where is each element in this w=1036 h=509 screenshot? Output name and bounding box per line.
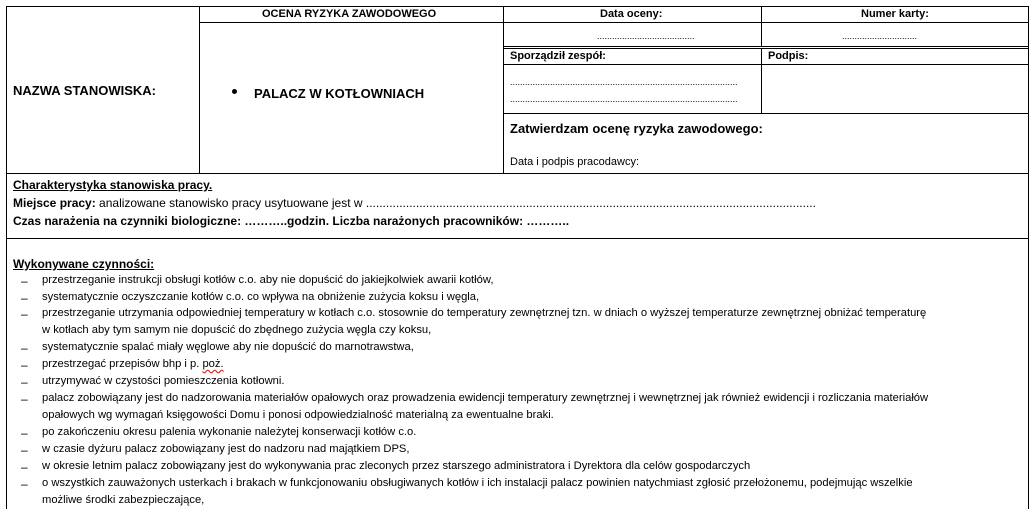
zespol-label: Sporządził zespół: [510, 50, 606, 62]
ocena-title: OCENA RYZYKA ZAWODOWEGO [262, 8, 437, 20]
list-bullet-dash: – [21, 358, 28, 372]
czynnosci-title: Wykonywane czynności: [13, 257, 155, 271]
divider-date-row-b [503, 48, 1029, 49]
list-bullet-dash: – [21, 307, 28, 321]
list-item: po zakończeniu okresu palenia wykonanie należytej konserwacji kotłów c.o. [42, 426, 417, 438]
list-item [42, 359, 224, 370]
list-item: w czasie dyżuru palacz zobowiązany jest do nadzoru nad majątkiem DPS, [42, 443, 410, 455]
list-bullet-dash: – [21, 291, 28, 305]
list-item: utrzymywać w czystości pomieszczenia kotłowni. [42, 375, 285, 387]
data-oceny-value[interactable]: ....................................... [597, 31, 695, 41]
charakterystyka-title: Charakterystyka stanowiska pracy. [13, 178, 213, 192]
spellcheck-word: poż. [202, 358, 224, 370]
list-item: systematycznie spalać miały węglowe aby nie dopuścić do marnotrawstwa, [42, 341, 414, 353]
list-item: przestrzeganie instrukcji obsługi kotłów c.o. aby nie dopuścić do jakiejkolwiek awarii kotłów, [42, 274, 494, 286]
divider-section-1 [6, 173, 1029, 174]
bullet-icon [232, 89, 237, 94]
divider-col-2 [503, 6, 504, 173]
podpis-label: Podpis: [768, 50, 809, 62]
stanowisko-value: PALACZ W KOTŁOWNIACH [254, 86, 425, 101]
list-bullet-dash: – [21, 460, 28, 474]
data-podpis-label: Data i podpis pracodawcy: [510, 156, 640, 168]
list-item: o wszystkich zauważonych usterkach i brakach w funkcjonowaniu obsługiwanych kotłów i ich instalacji palacz powinien natychmiast zgłosić przełożonemu, podejmując wszelkie [42, 477, 913, 489]
list-bullet-dash: – [21, 274, 28, 288]
table-right-border [1028, 6, 1029, 509]
zatwierdzam-label: Zatwierdzam ocenę ryzyka zawodowego: [510, 121, 763, 136]
miejsce-pracy-text: analizowane stanowisko pracy usytuowane jest w ....................................................................................................................................... [95, 196, 816, 210]
data-oceny-label: Data oceny: [600, 8, 663, 20]
list-bullet-dash: – [21, 477, 28, 491]
table-top-border [6, 6, 1029, 7]
list-item-continuation: opałowych wg wymagań księgowości Domu i ponosi odpowiedzialność materialną za ewentualne braki. [42, 409, 554, 421]
list-item-text: przestrzegać przepisów bhp i p. [42, 358, 200, 370]
miejsce-pracy-row [13, 197, 816, 209]
miejsce-pracy-label: Miejsce pracy: [13, 196, 96, 210]
divider-approve-row [503, 113, 1029, 114]
divider-team-row [503, 64, 1029, 65]
divider-section-2 [6, 238, 1029, 239]
divider-col-3b [761, 48, 762, 114]
divider-col-3a [761, 6, 762, 46]
zespol-line-1[interactable]: ........................................................................................... [510, 77, 738, 87]
list-item: systematycznie oczyszczanie kotłów c.o. co wpływa na obniżenie zużycia koksu i węgla, [42, 291, 480, 303]
list-bullet-dash: – [21, 375, 28, 389]
list-item: przestrzeganie utrzymania odpowiedniej temperatury w kotłach c.o. stosownie do temperatury zewnętrznej tzn. w dniach o wyższej temperaturze zewnętrznej obniżać temperaturę [42, 307, 927, 319]
list-item-continuation: w kotłach aby tym samym nie dopuścić do zbędnego zużycia węgla czy koksu, [42, 324, 432, 336]
list-bullet-dash: – [21, 443, 28, 457]
list-item: palacz zobowiązany jest do nadzorowania materiałów opałowych oraz prowadzenia ewidencji temperatury zewnętrznej i wewnętrznej jak również ewidencji i rozliczania materiałów [42, 392, 929, 404]
table-left-border [6, 6, 7, 509]
list-bullet-dash: – [21, 341, 28, 355]
divider-header-row [199, 22, 1029, 23]
divider-col-1 [199, 6, 200, 173]
divider-date-row-a [503, 46, 1029, 47]
zespol-line-2[interactable]: ........................................................................................... [510, 94, 738, 104]
czas-narazenia-text: Czas narażenia na czynniki biologiczne: ………..godzin. Liczba narażonych pracowników: ……….. [13, 214, 570, 228]
list-item: w okresie letnim palacz zobowiązany jest do wykonywania prac zleconych przez starszego administratora i Dyrektora dla celów gospodarczych [42, 460, 751, 472]
numer-karty-label: Numer karty: [861, 8, 929, 20]
list-bullet-dash: – [21, 426, 28, 440]
numer-karty-value[interactable]: .............................. [842, 31, 918, 41]
stanowisko-label: NAZWA STANOWISKA: [13, 83, 156, 98]
list-item-continuation: możliwe środki zabezpieczające, [42, 494, 205, 506]
list-bullet-dash: – [21, 392, 28, 406]
